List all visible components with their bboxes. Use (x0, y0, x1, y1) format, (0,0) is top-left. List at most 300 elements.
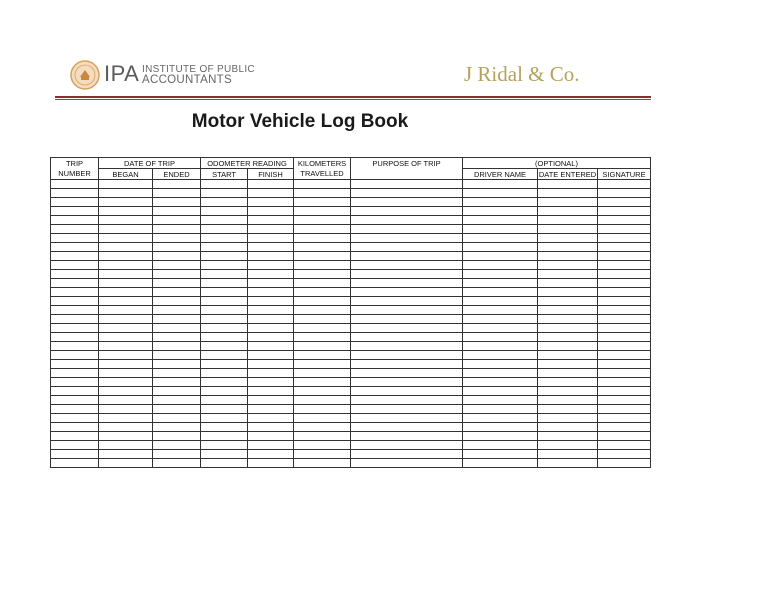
table-cell[interactable] (294, 387, 351, 396)
table-cell[interactable] (99, 180, 153, 189)
table-cell[interactable] (201, 441, 248, 450)
table-cell[interactable] (153, 369, 201, 378)
table-cell[interactable] (201, 315, 248, 324)
table-cell[interactable] (538, 441, 598, 450)
table-cell[interactable] (201, 297, 248, 306)
table-cell[interactable] (294, 360, 351, 369)
table-cell[interactable] (153, 306, 201, 315)
table-cell[interactable] (99, 207, 153, 216)
table-cell[interactable] (538, 459, 598, 468)
table-cell[interactable] (294, 432, 351, 441)
table-cell[interactable] (248, 423, 294, 432)
table-cell[interactable] (463, 189, 538, 198)
table-cell[interactable] (351, 207, 463, 216)
table-cell[interactable] (51, 333, 99, 342)
table-cell[interactable] (463, 405, 538, 414)
table-cell[interactable] (51, 198, 99, 207)
table-cell[interactable] (99, 216, 153, 225)
table-cell[interactable] (99, 189, 153, 198)
table-cell[interactable] (463, 396, 538, 405)
table-cell[interactable] (598, 324, 651, 333)
table-cell[interactable] (598, 189, 651, 198)
table-cell[interactable] (153, 234, 201, 243)
table-cell[interactable] (598, 243, 651, 252)
table-cell[interactable] (153, 423, 201, 432)
table-cell[interactable] (538, 225, 598, 234)
table-cell[interactable] (99, 450, 153, 459)
table-cell[interactable] (248, 441, 294, 450)
table-cell[interactable] (201, 270, 248, 279)
table-cell[interactable] (153, 189, 201, 198)
table-cell[interactable] (99, 270, 153, 279)
table-cell[interactable] (538, 306, 598, 315)
table-cell[interactable] (201, 243, 248, 252)
table-cell[interactable] (538, 261, 598, 270)
table-cell[interactable] (51, 360, 99, 369)
table-cell[interactable] (294, 441, 351, 450)
table-cell[interactable] (201, 189, 248, 198)
table-cell[interactable] (99, 459, 153, 468)
table-cell[interactable] (351, 225, 463, 234)
table-cell[interactable] (51, 405, 99, 414)
table-cell[interactable] (51, 180, 99, 189)
table-cell[interactable] (201, 423, 248, 432)
table-cell[interactable] (153, 387, 201, 396)
table-cell[interactable] (153, 270, 201, 279)
table-cell[interactable] (598, 198, 651, 207)
table-cell[interactable] (248, 405, 294, 414)
table-cell[interactable] (351, 459, 463, 468)
table-cell[interactable] (351, 315, 463, 324)
table-cell[interactable] (351, 369, 463, 378)
table-cell[interactable] (51, 207, 99, 216)
table-cell[interactable] (538, 369, 598, 378)
table-cell[interactable] (538, 396, 598, 405)
table-cell[interactable] (248, 378, 294, 387)
table-cell[interactable] (153, 333, 201, 342)
table-cell[interactable] (598, 342, 651, 351)
table-cell[interactable] (351, 342, 463, 351)
table-cell[interactable] (248, 306, 294, 315)
table-cell[interactable] (153, 207, 201, 216)
table-cell[interactable] (153, 279, 201, 288)
table-cell[interactable] (99, 414, 153, 423)
table-cell[interactable] (463, 378, 538, 387)
table-cell[interactable] (153, 351, 201, 360)
table-cell[interactable] (294, 459, 351, 468)
table-cell[interactable] (598, 180, 651, 189)
table-cell[interactable] (598, 279, 651, 288)
table-cell[interactable] (538, 270, 598, 279)
table-cell[interactable] (153, 396, 201, 405)
table-cell[interactable] (201, 405, 248, 414)
table-cell[interactable] (351, 189, 463, 198)
table-cell[interactable] (248, 315, 294, 324)
table-cell[interactable] (51, 243, 99, 252)
table-cell[interactable] (351, 414, 463, 423)
table-cell[interactable] (201, 387, 248, 396)
table-cell[interactable] (538, 360, 598, 369)
table-cell[interactable] (51, 270, 99, 279)
table-cell[interactable] (463, 288, 538, 297)
table-cell[interactable] (538, 189, 598, 198)
table-cell[interactable] (201, 324, 248, 333)
table-cell[interactable] (351, 441, 463, 450)
table-cell[interactable] (294, 207, 351, 216)
table-cell[interactable] (51, 234, 99, 243)
table-cell[interactable] (598, 315, 651, 324)
table-cell[interactable] (538, 198, 598, 207)
table-cell[interactable] (538, 180, 598, 189)
table-cell[interactable] (463, 279, 538, 288)
table-cell[interactable] (463, 459, 538, 468)
table-cell[interactable] (99, 234, 153, 243)
table-cell[interactable] (201, 234, 248, 243)
table-cell[interactable] (51, 459, 99, 468)
table-cell[interactable] (538, 423, 598, 432)
table-cell[interactable] (463, 324, 538, 333)
table-cell[interactable] (598, 261, 651, 270)
table-cell[interactable] (538, 378, 598, 387)
table-cell[interactable] (248, 360, 294, 369)
table-cell[interactable] (153, 198, 201, 207)
table-cell[interactable] (463, 342, 538, 351)
table-cell[interactable] (538, 342, 598, 351)
table-cell[interactable] (351, 216, 463, 225)
table-cell[interactable] (153, 450, 201, 459)
table-cell[interactable] (463, 252, 538, 261)
table-cell[interactable] (538, 315, 598, 324)
table-cell[interactable] (538, 450, 598, 459)
table-cell[interactable] (248, 207, 294, 216)
table-cell[interactable] (351, 243, 463, 252)
table-cell[interactable] (598, 396, 651, 405)
table-cell[interactable] (248, 189, 294, 198)
table-cell[interactable] (538, 216, 598, 225)
table-cell[interactable] (248, 180, 294, 189)
table-cell[interactable] (538, 414, 598, 423)
table-cell[interactable] (294, 324, 351, 333)
table-cell[interactable] (248, 324, 294, 333)
table-cell[interactable] (99, 432, 153, 441)
table-cell[interactable] (201, 459, 248, 468)
table-cell[interactable] (351, 351, 463, 360)
table-cell[interactable] (294, 270, 351, 279)
table-cell[interactable] (51, 423, 99, 432)
table-cell[interactable] (294, 396, 351, 405)
table-cell[interactable] (463, 387, 538, 396)
table-cell[interactable] (201, 216, 248, 225)
table-cell[interactable] (99, 342, 153, 351)
table-cell[interactable] (248, 270, 294, 279)
table-cell[interactable] (294, 306, 351, 315)
table-cell[interactable] (351, 261, 463, 270)
table-cell[interactable] (463, 315, 538, 324)
table-cell[interactable] (153, 441, 201, 450)
table-cell[interactable] (294, 180, 351, 189)
table-cell[interactable] (598, 207, 651, 216)
table-cell[interactable] (351, 423, 463, 432)
table-cell[interactable] (294, 414, 351, 423)
table-cell[interactable] (294, 297, 351, 306)
table-cell[interactable] (463, 180, 538, 189)
table-cell[interactable] (248, 351, 294, 360)
table-cell[interactable] (294, 216, 351, 225)
table-cell[interactable] (201, 360, 248, 369)
table-cell[interactable] (538, 405, 598, 414)
table-cell[interactable] (598, 216, 651, 225)
table-cell[interactable] (51, 306, 99, 315)
table-cell[interactable] (538, 243, 598, 252)
table-cell[interactable] (201, 396, 248, 405)
table-cell[interactable] (99, 351, 153, 360)
table-cell[interactable] (51, 252, 99, 261)
table-cell[interactable] (248, 387, 294, 396)
table-cell[interactable] (294, 252, 351, 261)
table-cell[interactable] (598, 387, 651, 396)
table-cell[interactable] (201, 288, 248, 297)
table-cell[interactable] (463, 414, 538, 423)
table-cell[interactable] (51, 342, 99, 351)
table-cell[interactable] (201, 342, 248, 351)
table-cell[interactable] (99, 423, 153, 432)
table-cell[interactable] (201, 432, 248, 441)
table-cell[interactable] (351, 378, 463, 387)
table-cell[interactable] (248, 234, 294, 243)
table-cell[interactable] (294, 423, 351, 432)
table-cell[interactable] (294, 243, 351, 252)
table-cell[interactable] (201, 306, 248, 315)
table-cell[interactable] (351, 333, 463, 342)
table-cell[interactable] (51, 297, 99, 306)
table-cell[interactable] (99, 387, 153, 396)
table-cell[interactable] (201, 450, 248, 459)
table-cell[interactable] (153, 360, 201, 369)
table-cell[interactable] (598, 234, 651, 243)
table-cell[interactable] (463, 360, 538, 369)
table-cell[interactable] (294, 405, 351, 414)
table-cell[interactable] (294, 378, 351, 387)
table-cell[interactable] (463, 297, 538, 306)
table-cell[interactable] (538, 324, 598, 333)
table-cell[interactable] (598, 225, 651, 234)
table-cell[interactable] (51, 369, 99, 378)
table-cell[interactable] (463, 351, 538, 360)
table-cell[interactable] (201, 351, 248, 360)
table-cell[interactable] (463, 441, 538, 450)
table-cell[interactable] (351, 297, 463, 306)
table-cell[interactable] (598, 459, 651, 468)
table-cell[interactable] (51, 387, 99, 396)
table-cell[interactable] (51, 450, 99, 459)
table-cell[interactable] (248, 252, 294, 261)
table-cell[interactable] (51, 378, 99, 387)
table-cell[interactable] (294, 342, 351, 351)
table-cell[interactable] (351, 387, 463, 396)
table-cell[interactable] (463, 432, 538, 441)
table-cell[interactable] (598, 351, 651, 360)
table-cell[interactable] (248, 450, 294, 459)
table-cell[interactable] (351, 360, 463, 369)
table-cell[interactable] (463, 270, 538, 279)
table-cell[interactable] (294, 198, 351, 207)
table-cell[interactable] (153, 324, 201, 333)
table-cell[interactable] (153, 378, 201, 387)
table-cell[interactable] (248, 342, 294, 351)
table-cell[interactable] (463, 243, 538, 252)
table-cell[interactable] (598, 441, 651, 450)
table-cell[interactable] (51, 396, 99, 405)
table-cell[interactable] (153, 432, 201, 441)
table-cell[interactable] (538, 432, 598, 441)
table-cell[interactable] (598, 333, 651, 342)
table-cell[interactable] (463, 207, 538, 216)
table-cell[interactable] (99, 243, 153, 252)
table-cell[interactable] (248, 396, 294, 405)
table-cell[interactable] (99, 360, 153, 369)
table-cell[interactable] (538, 288, 598, 297)
table-cell[interactable] (51, 432, 99, 441)
table-cell[interactable] (598, 432, 651, 441)
table-cell[interactable] (598, 450, 651, 459)
table-cell[interactable] (99, 324, 153, 333)
table-cell[interactable] (351, 180, 463, 189)
table-cell[interactable] (351, 252, 463, 261)
table-cell[interactable] (598, 306, 651, 315)
table-cell[interactable] (51, 216, 99, 225)
table-cell[interactable] (99, 261, 153, 270)
table-cell[interactable] (201, 225, 248, 234)
table-cell[interactable] (201, 414, 248, 423)
table-cell[interactable] (294, 288, 351, 297)
table-cell[interactable] (294, 225, 351, 234)
table-cell[interactable] (294, 333, 351, 342)
table-cell[interactable] (99, 378, 153, 387)
table-cell[interactable] (99, 396, 153, 405)
table-cell[interactable] (153, 243, 201, 252)
table-cell[interactable] (463, 306, 538, 315)
table-cell[interactable] (294, 261, 351, 270)
table-cell[interactable] (248, 414, 294, 423)
table-cell[interactable] (99, 369, 153, 378)
table-cell[interactable] (538, 234, 598, 243)
table-cell[interactable] (51, 414, 99, 423)
table-cell[interactable] (248, 459, 294, 468)
table-cell[interactable] (153, 261, 201, 270)
table-cell[interactable] (351, 234, 463, 243)
table-cell[interactable] (99, 279, 153, 288)
table-cell[interactable] (351, 405, 463, 414)
table-cell[interactable] (538, 279, 598, 288)
table-cell[interactable] (538, 297, 598, 306)
table-cell[interactable] (153, 252, 201, 261)
table-cell[interactable] (351, 288, 463, 297)
table-cell[interactable] (201, 252, 248, 261)
table-cell[interactable] (463, 216, 538, 225)
table-cell[interactable] (294, 234, 351, 243)
table-cell[interactable] (294, 315, 351, 324)
table-cell[interactable] (598, 360, 651, 369)
table-cell[interactable] (351, 432, 463, 441)
table-cell[interactable] (153, 225, 201, 234)
table-cell[interactable] (598, 378, 651, 387)
table-cell[interactable] (248, 243, 294, 252)
table-cell[interactable] (598, 297, 651, 306)
table-cell[interactable] (99, 252, 153, 261)
table-cell[interactable] (598, 288, 651, 297)
table-cell[interactable] (201, 207, 248, 216)
table-cell[interactable] (248, 288, 294, 297)
table-cell[interactable] (99, 333, 153, 342)
table-cell[interactable] (351, 450, 463, 459)
table-cell[interactable] (153, 405, 201, 414)
table-cell[interactable] (51, 189, 99, 198)
table-cell[interactable] (463, 423, 538, 432)
table-cell[interactable] (248, 216, 294, 225)
table-cell[interactable] (153, 414, 201, 423)
table-cell[interactable] (351, 306, 463, 315)
table-cell[interactable] (538, 387, 598, 396)
table-cell[interactable] (598, 414, 651, 423)
table-cell[interactable] (351, 324, 463, 333)
table-cell[interactable] (463, 450, 538, 459)
table-cell[interactable] (99, 225, 153, 234)
table-cell[interactable] (598, 270, 651, 279)
table-cell[interactable] (598, 369, 651, 378)
table-cell[interactable] (51, 225, 99, 234)
table-cell[interactable] (538, 207, 598, 216)
table-cell[interactable] (51, 315, 99, 324)
table-cell[interactable] (153, 297, 201, 306)
table-cell[interactable] (598, 252, 651, 261)
table-cell[interactable] (248, 333, 294, 342)
table-cell[interactable] (51, 441, 99, 450)
table-cell[interactable] (201, 180, 248, 189)
table-cell[interactable] (201, 279, 248, 288)
table-cell[interactable] (351, 279, 463, 288)
table-cell[interactable] (248, 297, 294, 306)
table-cell[interactable] (294, 189, 351, 198)
table-cell[interactable] (463, 198, 538, 207)
table-cell[interactable] (99, 315, 153, 324)
table-cell[interactable] (201, 261, 248, 270)
table-cell[interactable] (153, 342, 201, 351)
table-cell[interactable] (153, 459, 201, 468)
table-cell[interactable] (51, 324, 99, 333)
table-cell[interactable] (538, 252, 598, 261)
table-cell[interactable] (99, 306, 153, 315)
table-cell[interactable] (99, 297, 153, 306)
table-cell[interactable] (248, 432, 294, 441)
table-cell[interactable] (99, 405, 153, 414)
table-cell[interactable] (248, 225, 294, 234)
table-cell[interactable] (51, 261, 99, 270)
table-cell[interactable] (463, 234, 538, 243)
table-cell[interactable] (201, 369, 248, 378)
table-cell[interactable] (248, 261, 294, 270)
table-cell[interactable] (201, 198, 248, 207)
table-cell[interactable] (538, 351, 598, 360)
table-cell[interactable] (294, 369, 351, 378)
table-cell[interactable] (99, 441, 153, 450)
table-cell[interactable] (201, 333, 248, 342)
table-cell[interactable] (201, 378, 248, 387)
table-cell[interactable] (294, 450, 351, 459)
table-cell[interactable] (463, 333, 538, 342)
table-cell[interactable] (294, 351, 351, 360)
table-cell[interactable] (463, 261, 538, 270)
table-cell[interactable] (294, 279, 351, 288)
